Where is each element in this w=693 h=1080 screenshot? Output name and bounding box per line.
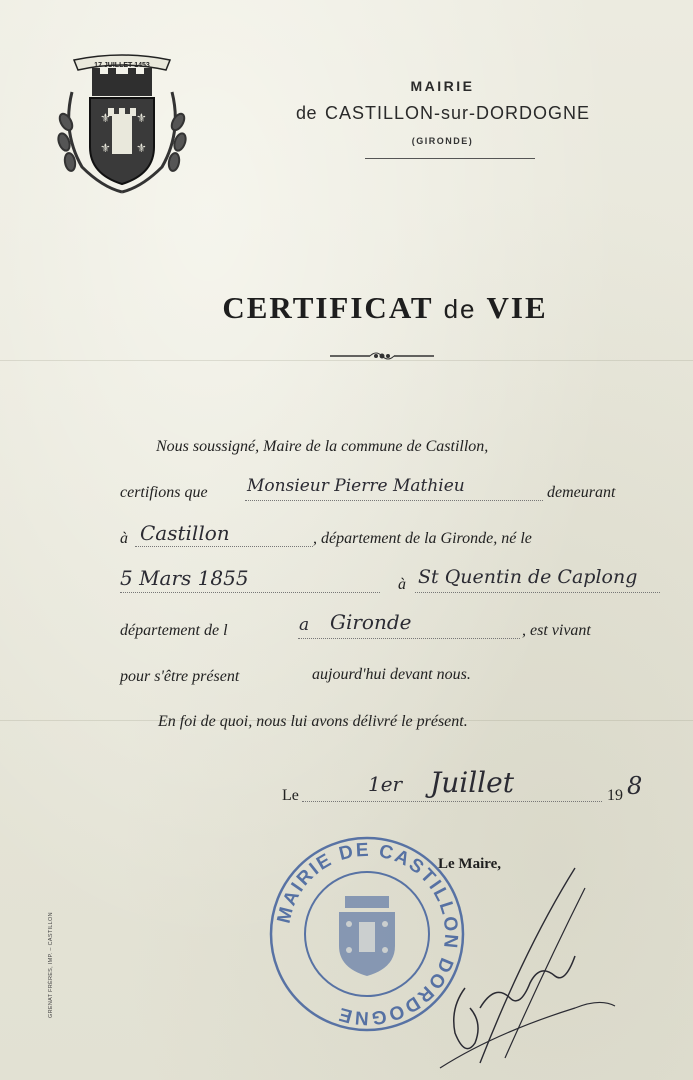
title-word-1: CERTIFICAT [222,290,434,325]
handwritten-birth-department: Gironde [330,610,412,634]
title-word-2: de [443,294,477,324]
dotted-line [415,592,660,593]
body-line-5-suffix: , est vivant [522,622,591,639]
body-line-4-mid: à [398,576,406,593]
town-prefix: de [295,103,317,123]
svg-text:⚜: ⚜ [136,111,147,125]
handwritten-day: 1er [368,772,403,796]
body-line-7: En foi de quoi, nous lui avons délivré le présent. [158,713,468,730]
department-label: (GIRONDE) [411,136,474,146]
town-name-text: CASTILLON-sur-DORDOGNE [325,103,591,123]
body-line-3-prefix: à [120,530,128,547]
title-ornament [330,349,434,363]
document-title [150,290,620,326]
printer-imprint: GRENAT FRÈRES, IMP. – CASTILLON [48,912,54,1018]
body-line-6-prefix: pour s'être présent [120,668,240,685]
stamp-text: MAIRIE DE CASTILLON DORDOGNE [273,839,462,1029]
signature-label: Le Maire, [438,856,502,872]
handwritten-birth-date: 5 Mars 1855 [120,566,249,590]
title-word-3: VIE [486,290,548,325]
body-line-3-suffix: , département de la Gironde, né le [313,530,532,547]
town-crest-logo [52,52,192,197]
mairie-heading: MAIRIE [410,78,475,94]
dotted-line [302,801,602,802]
body-line-1: Nous soussigné, Maire de la commune de Castillon, [156,438,489,455]
handwritten-year-suffix: 8 [627,772,643,800]
dotted-line [298,638,520,639]
date-year-prefix: 19 [607,787,623,804]
svg-text:⚜: ⚜ [136,141,147,155]
svg-text:⚜: ⚜ [100,141,111,155]
mayor-signature [425,858,625,1080]
body-line-6-suffix: aujourd'hui devant nous. [312,666,471,683]
handwritten-article: a [299,615,310,635]
town-name [238,103,648,124]
svg-text:⚜: ⚜ [100,111,111,125]
body-line-2-prefix: certifions que [120,484,208,501]
dotted-line [245,500,543,501]
header-rule [365,158,535,159]
crest-banner-text: 17 JUILLET 1453 [94,62,150,69]
handwritten-month: Juillet [430,766,514,799]
body-line-5-prefix: département de l [120,622,228,639]
dotted-line [120,592,380,593]
body-line-2-suffix: demeurant [547,484,616,501]
dotted-line [135,546,313,547]
handwritten-birth-place: St Quentin de Caplong [418,566,638,588]
handwritten-name: Monsieur Pierre Mathieu [247,476,465,496]
handwritten-residence: Castillon [140,521,230,545]
date-prefix: Le [282,787,299,804]
